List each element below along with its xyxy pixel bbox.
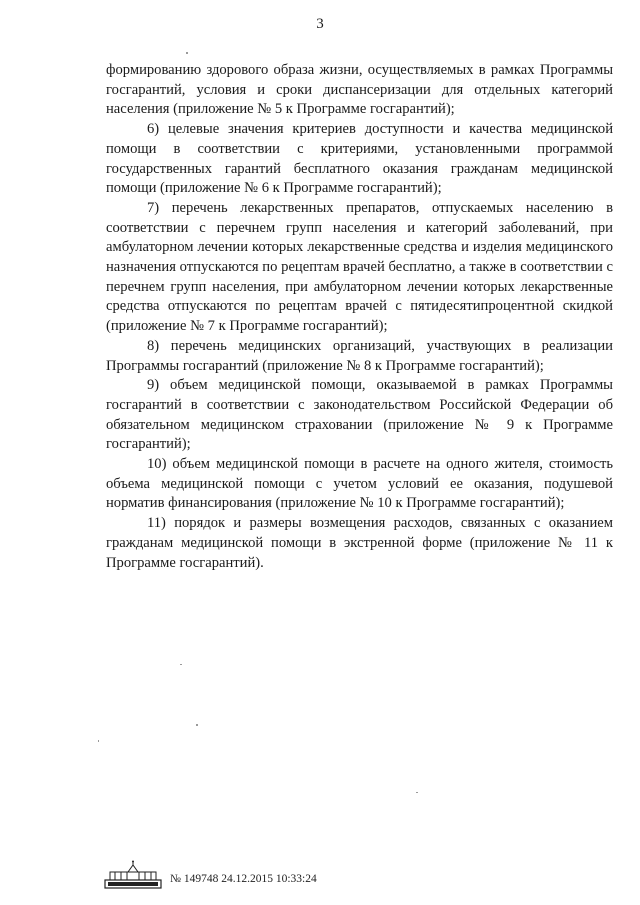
- scan-speck: [196, 724, 198, 726]
- document-footer: [104, 860, 404, 892]
- scan-speck: [98, 740, 99, 742]
- document-body: [106, 61, 613, 573]
- scan-speck: [186, 52, 188, 54]
- scan-speck: [416, 792, 418, 793]
- paragraph-item-11: 11) порядок и размеры возмещения расходов, связанных с оказанием гражданам медицинской помощи в экстренной форме (приложение № 11 к Программе госгарантий).: [106, 515, 613, 571]
- document-stamp: № 149748 24.12.2015 10:33:24: [170, 873, 317, 885]
- paragraph-item-10: 10) объем медицинской помощи в расчете на одного жителя, стоимость объема медицинской помощи с учетом условий ее оказания, подушевой норматив финансирования (приложение № 10 к Программе госгарантий);: [106, 456, 613, 512]
- paragraph-continuation: формированию здорового образа жизни, осуществляемых в рамках Программы госгарантий, условия и сроки диспансеризации для отдельных категорий населения (приложение № 5 к Программе госгарантий);: [106, 62, 613, 118]
- paragraph-item-6: 6) целевые значения критериев доступности и качества медицинской помощи в соответствии с критериями, установленными программой государственных гарантий бесплатного оказания гражданам медицинской помощи (приложение № 6 к Программе госгарантий);: [106, 121, 613, 197]
- paragraph-item-8: 8) перечень медицинских организаций, участвующих в реализации Программы госгарантий (приложение № 8 к Программе госгарантий);: [106, 337, 613, 374]
- scan-speck: [180, 664, 182, 665]
- building-emblem-icon: [104, 860, 162, 890]
- page-number: 3: [316, 16, 324, 32]
- paragraph-item-9: 9) объем медицинской помощи, оказываемой в рамках Программы госгарантий в соответствии с законодательством Российской Федерации об обязательном медицинском страховании (приложение № 9 к Программе госгарантий);: [106, 377, 613, 453]
- paragraph-item-7: 7) перечень лекарственных препаратов, отпускаемых населению в соответствии с перечнем групп населения и категорий заболеваний, при амбулаторном лечении которых лекарственные средства и изделия медицинского назначения отпускаются по рецептам врачей бесплатно, а также в соответствии с перечнем групп населения, при амбулаторном лечении которых лекарственные средства отпускаются по рецептам врачей с пятидесятипроцентной скидкой (приложение № 7 к Программе госгарантий);: [106, 199, 613, 335]
